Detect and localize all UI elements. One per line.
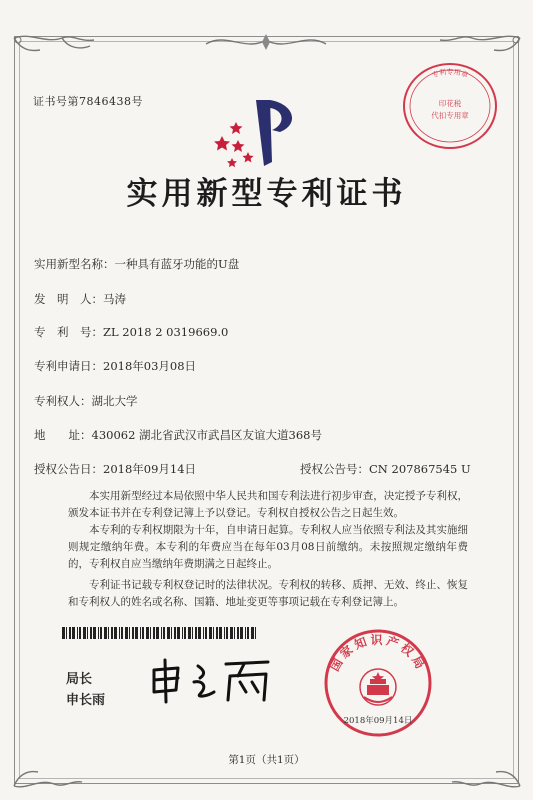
seal-date: 2018年09月14日 bbox=[343, 716, 413, 726]
patentee-row bbox=[34, 393, 138, 409]
grant-date-value: 2018年09月14日 bbox=[103, 462, 197, 476]
grant-number-label: 授权公告号： bbox=[300, 462, 369, 476]
body-text bbox=[68, 488, 468, 611]
utility-model-name-label: 实用新型名称： bbox=[34, 257, 115, 271]
director-handwritten-signature bbox=[148, 656, 276, 706]
address-value: 430062 湖北省武汉市武昌区友谊大道368号 bbox=[91, 428, 323, 442]
filing-date-value: 2018年03月08日 bbox=[103, 359, 197, 373]
tax-stamp-ring-text: 专利专用章 bbox=[430, 68, 470, 80]
certificate-number: 证书号第7846438号 bbox=[33, 95, 143, 108]
address-row bbox=[34, 427, 322, 443]
tax-stamp-seal bbox=[400, 60, 500, 152]
utility-model-name-row bbox=[34, 256, 239, 272]
filing-date-label: 专利申请日： bbox=[34, 359, 103, 373]
paragraph-grant: 本实用新型经过本局依照中华人民共和国专利法进行初步审查，决定授予专利权，颁发本证书并在专利登记簿上予以登记。专利权自授权公告之日起生效。 bbox=[68, 490, 468, 519]
grant-number-value: CN 207867545 U bbox=[369, 462, 471, 476]
cnipa-official-seal bbox=[315, 625, 441, 741]
inventor-row bbox=[34, 291, 126, 307]
patent-number-value: ZL 2018 2 0319669.0 bbox=[103, 325, 229, 339]
top-left-ornament bbox=[10, 30, 130, 70]
grant-date-row bbox=[34, 461, 196, 477]
patentee-value: 湖北大学 bbox=[91, 394, 138, 408]
svg-text:专利专用章 bbox=[431, 67, 470, 80]
director-title: 局长 bbox=[66, 672, 93, 687]
tax-stamp-line-2: 代扣专用章 bbox=[431, 111, 469, 120]
patent-number-label: 专 利 号： bbox=[34, 325, 103, 339]
paragraph-legal-status: 专利证书记载专利权登记时的法律状况。专利权的转移、质押、无效、终止、恢复和专利权人的姓名或名称、国籍、地址变更等事项记载在专利登记簿上。 bbox=[68, 579, 468, 608]
paragraph-term: 本专利的专利权期限为十年，自申请日起算。专利权人应当依照专利法及其实施细则规定缴纳年费。本专利的年费应当在每年03月08日前缴纳。未按照规定缴纳年费的，专利权自应当缴纳年费期满之日起终止。 bbox=[68, 524, 468, 570]
certificate-title: 实用新型专利证书 bbox=[126, 176, 407, 212]
director-name: 申长雨 bbox=[66, 693, 106, 708]
seal-ring-text: 国家知识产权局 bbox=[327, 633, 429, 674]
tax-stamp-line-1: 印花税 bbox=[438, 99, 462, 108]
grant-number-row bbox=[300, 461, 471, 477]
national-emblem-icon bbox=[360, 669, 396, 705]
utility-model-name-value: 一种具有蓝牙功能的U盘 bbox=[114, 257, 240, 271]
page-number: 第1页（共1页） bbox=[228, 754, 305, 766]
patent-number-row bbox=[34, 324, 228, 340]
top-center-ornament bbox=[196, 30, 336, 56]
inventor-value: 马涛 bbox=[103, 292, 126, 306]
address-label: 地 址： bbox=[34, 428, 92, 442]
grant-date-label: 授权公告日： bbox=[34, 462, 103, 476]
cnipa-logo-icon bbox=[214, 96, 304, 170]
barcode bbox=[62, 627, 258, 639]
filing-date-row bbox=[34, 358, 196, 374]
svg-text:国家知识产权局 bbox=[327, 632, 428, 674]
patentee-label: 专利权人： bbox=[34, 394, 92, 408]
inventor-label: 发 明 人： bbox=[34, 292, 103, 306]
